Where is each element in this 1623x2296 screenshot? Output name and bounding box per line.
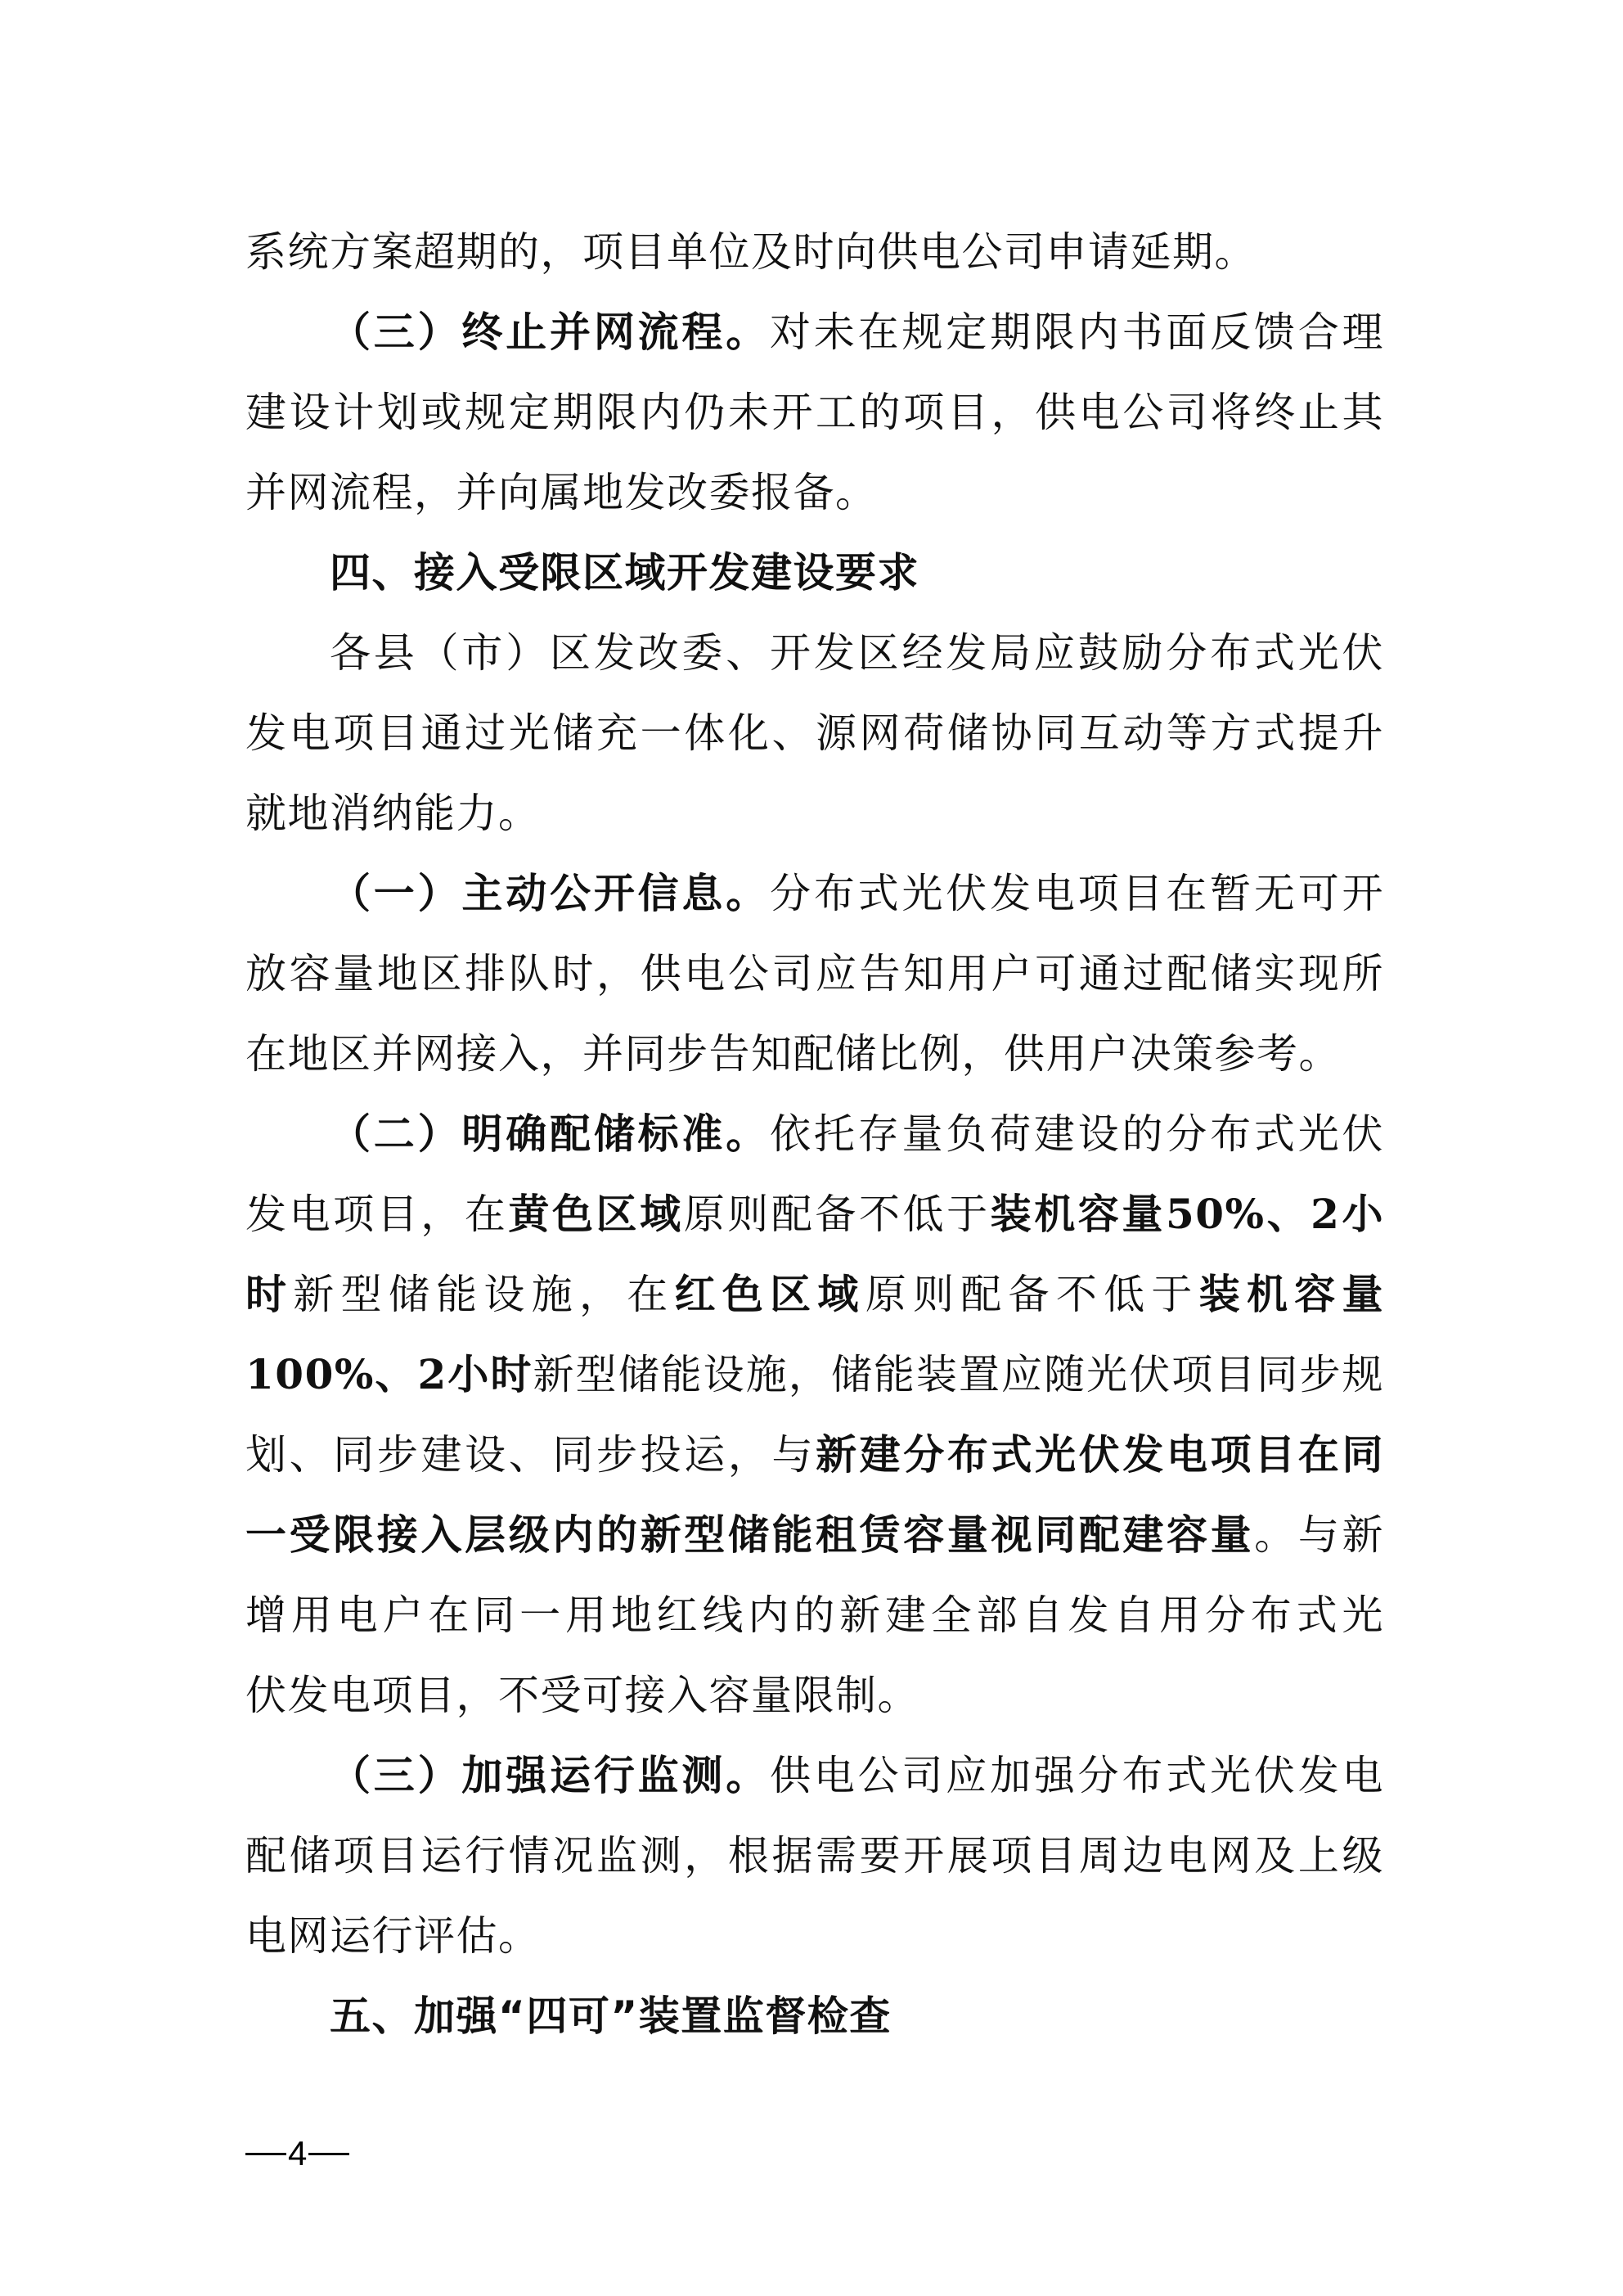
body-text: 配储项目运行情况监测，根据需要开展项目周边电网及上级 [245, 1832, 1384, 1880]
page-number-value: 4 [288, 2134, 308, 2172]
body-text: 发电项目通过光储充一体化、源网荷储协同互动等方式提升 [245, 709, 1384, 757]
bold-text: 红色区域 [674, 1270, 865, 1318]
page-number [245, 2134, 349, 2172]
bold-text: 时 [245, 1270, 294, 1318]
paragraph-line [330, 1110, 1384, 1159]
body-text: 就地消纳能力。 [245, 790, 541, 837]
body-text: 原则配备不低于 [683, 1191, 991, 1238]
body-text: 对未在规定期限内书面反馈合理 [770, 308, 1385, 356]
body-text: 电网运行评估。 [245, 1912, 541, 1960]
section-heading: 四、接入受限区域开发建设要求 [330, 549, 919, 597]
bold-text: （一）主动公开信息。 [330, 869, 771, 917]
paragraph-line [245, 1270, 1384, 1319]
body-text: 供电公司应加强分布式光伏发电 [770, 1752, 1385, 1799]
body-text: 建设计划或规定期限内仍未开工的项目，供电公司将终止其 [245, 389, 1384, 436]
paragraph-line [245, 1671, 919, 1720]
body-text: 在地区并网接入，并同步告知配储比例，供用户决策参考。 [245, 1030, 1341, 1078]
body-text: 并网流程，并向属地发改委报备。 [245, 469, 878, 516]
paragraph-line [245, 1911, 541, 1961]
bold-text: 黄色区域 [508, 1190, 684, 1238]
body-text: 系统方案超期的，项目单位及时向供电公司申请延期。 [245, 228, 1257, 276]
paragraph-line [330, 869, 1384, 918]
paragraph-line [330, 628, 1384, 678]
paragraph-line [245, 1510, 1384, 1560]
body-text: 分布式光伏发电项目在暂无可开 [770, 870, 1385, 917]
body-text: 增用电户在同一用地红线内的新建全部自发自用分布式光 [245, 1591, 1384, 1639]
body-text: 依托存量负荷建设的分布式光伏 [770, 1110, 1385, 1158]
body-text: 伏发电项目，不受可接入容量限制。 [245, 1672, 919, 1719]
page-number-left-dash [245, 2153, 286, 2155]
paragraph-line [245, 949, 1384, 998]
paragraph-line [245, 227, 1257, 277]
bold-text: （三）加强运行监测。 [330, 1751, 771, 1799]
paragraph-line [245, 709, 1384, 758]
body-text: 。与新 [1254, 1511, 1385, 1559]
bold-text: 装机容量 [1198, 1270, 1385, 1318]
paragraph-line [245, 388, 1384, 437]
bold-text: 100%、2小时 [245, 1350, 533, 1398]
bold-text: （二）明确配储标准。 [330, 1110, 771, 1158]
paragraph-line [245, 1430, 1384, 1479]
paragraph-line [245, 1190, 1384, 1239]
bold-text: 装机容量50%、2小 [990, 1190, 1385, 1238]
paragraph-line [330, 308, 1384, 357]
section-heading: 五、加强“四可”装置监督检查 [330, 1992, 892, 2040]
paragraph-line [245, 468, 878, 517]
paragraph-line [245, 1591, 1384, 1640]
body-text: 各县（市）区发改委、开发区经发局应鼓励分布式光伏 [330, 629, 1384, 677]
body-text: 新型储能设施，在 [293, 1271, 675, 1318]
paragraph-line [245, 1350, 1384, 1399]
body-text: 发电项目，在 [245, 1191, 509, 1238]
body-text: 划、同步建设、同步投运，与 [245, 1431, 816, 1479]
paragraph-line [245, 1831, 1384, 1880]
body-text: 放容量地区排队时，供电公司应告知用户可通过配储实现所 [245, 950, 1384, 997]
paragraph-line [245, 789, 541, 838]
paragraph-line [245, 1029, 1341, 1078]
page-number-right-dash [308, 2153, 349, 2155]
bold-text: 一受限接入层级内的新型储能租赁容量视同配建容量 [245, 1510, 1255, 1559]
body-text: 新型储能设施，储能装置应随光伏项目同步规 [533, 1351, 1385, 1398]
body-text: 原则配备不低于 [865, 1271, 1199, 1318]
bold-text: （三）终止并网流程。 [330, 308, 771, 356]
bold-text: 新建分布式光伏发电项目在同 [816, 1430, 1385, 1479]
paragraph-line [330, 1751, 1384, 1800]
